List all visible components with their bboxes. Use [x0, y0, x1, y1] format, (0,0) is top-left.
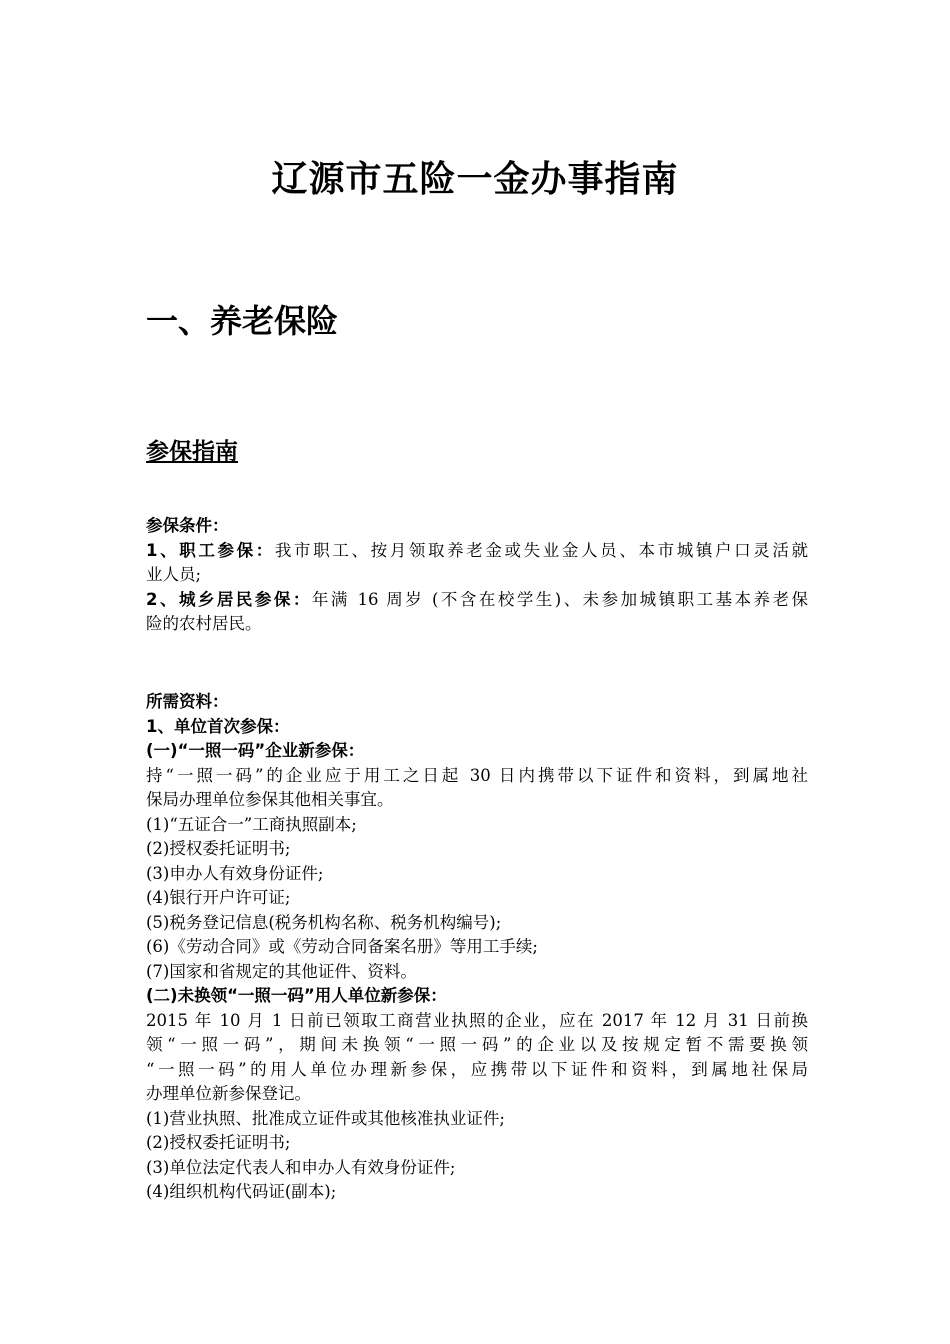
list-item: (5)税务登记信息(税务机构名称、税务机构编号);: [146, 912, 502, 932]
condition-item-1: [146, 539, 808, 564]
list-item: (1)“五证合一”工商执照副本;: [146, 814, 357, 834]
condition-item-1-label: 1、职工参保：: [146, 540, 275, 560]
part2-intro-line2: 领“一照一码”，期间未换领“一照一码”的企业以及按规定暂不需要换领: [146, 1035, 808, 1054]
section-heading-pension: 一、养老保险: [146, 302, 339, 340]
list-item: (6)《劳动合同》或《劳动合同备案名册》等用工手续;: [146, 937, 538, 956]
part1-intro-line2: 保局办理单位参保其他相关事宜。: [146, 790, 394, 809]
materials-sub1: 1、单位首次参保：: [146, 716, 290, 736]
subsection-heading-guide: 参保指南: [146, 439, 238, 465]
condition-item-2-cont: 险的农村居民。: [146, 614, 262, 633]
list-item: (2)授权委托证明书;: [146, 1133, 291, 1152]
condition-item-2-text: 年满 16 周岁 (不含在校学生)、未参加城镇职工基本养老保: [311, 589, 809, 609]
list-item: (2)授权委托证明书;: [146, 839, 291, 858]
part1-heading: (一)“一照一码”企业新参保：: [146, 741, 365, 760]
document-title: 辽源市五险一金办事指南: [271, 159, 679, 200]
list-item: (7)国家和省规定的其他证件、资料。: [146, 961, 417, 981]
conditions-block: [146, 514, 808, 637]
part2-intro-line3: “一照一码”的用人单位办理新参保，应携带以下证件和资料，到属地社保局: [146, 1059, 808, 1079]
list-item: (4)组织机构代码证(副本);: [146, 1182, 337, 1201]
part2-intro-line1: 2015 年 10 月 1 日前已领取工商营业执照的企业，应在 2017 年 12 月 31 日前换: [146, 1010, 808, 1030]
conditions-heading: 参保条件：: [146, 516, 229, 535]
part2-heading: (二)未换领“一照一码”用人单位新参保：: [146, 986, 447, 1005]
part1-intro-line1: 持“一照一码”的企业应于用工之日起 30 日内携带以下证件和资料，到属地社: [146, 765, 808, 785]
materials-block: [146, 690, 808, 1205]
list-item: (3)申办人有效身份证件;: [146, 863, 324, 883]
condition-item-1-text: 我市职工、按月领取养老金或失业金人员、本市城镇户口灵活就: [274, 540, 809, 560]
condition-item-2: [146, 588, 808, 613]
list-item: (3)单位法定代表人和申办人有效身份证件;: [146, 1157, 456, 1177]
condition-item-1-cont: 业人员;: [146, 565, 202, 584]
list-item: (4)银行开户许可证;: [146, 888, 291, 907]
part2-intro-line4: 办理单位新参保登记。: [146, 1084, 311, 1103]
condition-item-2-label: 2、城乡居民参保：: [146, 589, 312, 609]
list-item: (1)营业执照、批准成立证件或其他核准执业证件;: [146, 1108, 505, 1128]
materials-heading: 所需资料：: [146, 692, 229, 711]
